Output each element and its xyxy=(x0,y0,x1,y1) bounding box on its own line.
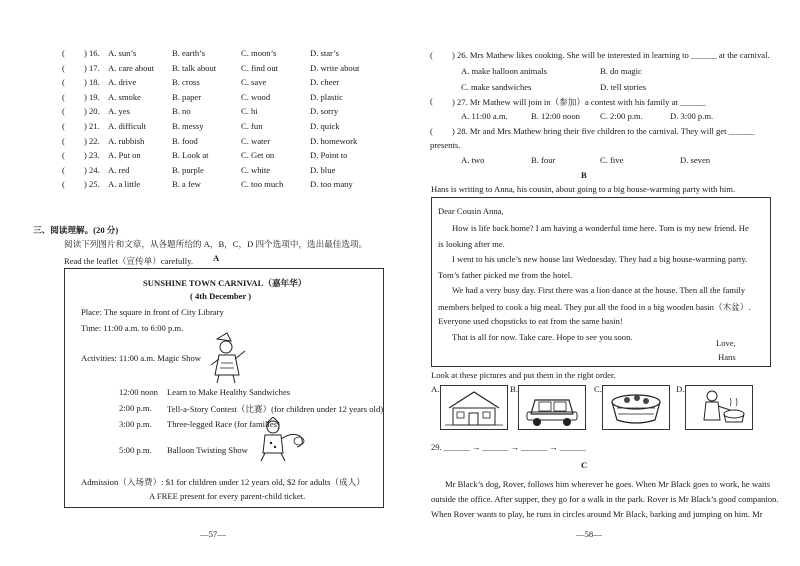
q26-paren: ( xyxy=(430,50,433,60)
q-option-a[interactable]: A. smoke xyxy=(108,91,141,102)
q26-option-b[interactable]: B. do magic xyxy=(600,66,642,76)
car-illustration xyxy=(519,386,585,429)
letter-box xyxy=(431,197,771,367)
q27-paren: ( xyxy=(430,96,433,106)
q-number: ) 17. xyxy=(84,62,100,73)
q-option-b[interactable]: B. talk about xyxy=(172,62,217,73)
q28-option-d[interactable]: D. seven xyxy=(680,155,711,165)
pic-label-b: B. xyxy=(510,384,518,394)
q-option-b[interactable]: B. Look at xyxy=(172,150,209,161)
leaflet-time: Time: 11:00 a.m. to 6:00 p.m. xyxy=(81,323,184,333)
question-row xyxy=(0,77,400,89)
q27-stem: ) 27. Mr Mathew will join in（参加）a contest with his family at ______ xyxy=(452,97,706,107)
q-option-c[interactable]: C. white xyxy=(241,164,271,175)
activity-text: Balloon Twisting Show xyxy=(167,445,248,455)
part-c-line: When Rover wants to play, he runs in circles around Mr Black, barking and jumping on him. Mr xyxy=(431,509,763,519)
magician-illustration xyxy=(207,331,247,385)
q-option-c[interactable]: C. moon’s xyxy=(241,48,277,58)
letter-signature: Hans xyxy=(718,352,736,362)
q-paren: ( xyxy=(62,77,65,88)
activity-text: Learn to Make Healthy Sandwiches xyxy=(167,387,291,397)
part-c-heading: C xyxy=(581,460,588,470)
question-row xyxy=(0,136,400,148)
question-row xyxy=(0,92,400,104)
part-b-heading: B xyxy=(581,170,587,180)
picture-c[interactable] xyxy=(602,385,670,430)
pic-label-d: D. xyxy=(676,384,685,394)
q-option-d[interactable]: D. sorry xyxy=(310,106,339,117)
q-option-c[interactable]: C. water xyxy=(241,135,271,146)
q-option-b[interactable]: B. cross xyxy=(172,77,200,88)
part-a-heading: A xyxy=(213,253,220,263)
question-row xyxy=(0,165,400,177)
q-number: ) 24. xyxy=(84,164,100,175)
q27-option-b[interactable]: B. 12:00 noon xyxy=(531,111,580,121)
question-row xyxy=(0,48,400,60)
q-option-a[interactable]: A. rubbish xyxy=(108,135,145,146)
leaflet-admission: Admission（入场费）: $1 for children under 12 years old, $2 for adults（成人） xyxy=(81,477,365,487)
q-number: ) 16. xyxy=(84,48,100,58)
q-number: ) 22. xyxy=(84,135,100,146)
q27-option-d[interactable]: D. 3:00 p.m. xyxy=(670,111,714,121)
house-illustration xyxy=(441,386,507,429)
q-option-d[interactable]: D. write about xyxy=(310,62,360,73)
letter-line: is looking after me. xyxy=(438,238,505,249)
q28-stem-cont: presents. xyxy=(430,140,461,150)
picture-b[interactable] xyxy=(518,385,586,430)
q-option-a[interactable]: A. drive xyxy=(108,77,137,88)
q27-option-a[interactable]: A. 11:00 a.m. xyxy=(461,111,508,121)
q-option-c[interactable]: C. too much xyxy=(241,179,284,190)
q-paren: ( xyxy=(62,91,65,102)
q-option-d[interactable]: D. blue xyxy=(310,164,336,175)
q-paren: ( xyxy=(62,106,65,117)
q-option-d[interactable]: D. homework xyxy=(310,135,358,146)
page-number-58: —58— xyxy=(576,529,602,539)
part-b-intro: Hans is writing to Anna, his cousin, about going to a big house-warming party with him. xyxy=(431,184,736,194)
q-option-c[interactable]: C. hi xyxy=(241,106,258,117)
right-page xyxy=(400,0,800,566)
q-option-c[interactable]: C. save xyxy=(241,77,267,88)
q-option-a[interactable]: A. care about xyxy=(108,62,155,73)
letter-line: We had a very busy day. First there was a lion dance at the house. Then all the family xyxy=(452,285,746,295)
q-option-a[interactable]: A. difficult xyxy=(108,121,147,131)
question-row xyxy=(0,121,400,133)
activity-time: 2:00 p.m. xyxy=(119,403,152,413)
q-paren: ( xyxy=(62,135,65,146)
question-row xyxy=(0,150,400,162)
letter-line: Tom’s father picked me from the hotel. xyxy=(438,269,573,280)
q-option-d[interactable]: D. star’s xyxy=(310,48,339,58)
q28-option-b[interactable]: B. four xyxy=(531,155,556,165)
q-paren: ( xyxy=(62,62,65,73)
q-option-a[interactable]: A. Put on xyxy=(108,150,141,161)
letter-line: That is all for now. Take care. Hope to see you soon. xyxy=(452,331,633,342)
q-number: ) 20. xyxy=(84,106,100,117)
q-option-d[interactable]: D. Point to xyxy=(310,150,348,161)
section-instruction: 阅读下列图片和文章，从各题所给的 A，B，C，D 四个选项中，选出最佳选项。 xyxy=(64,239,368,249)
basin-illustration xyxy=(603,386,669,429)
q-paren: ( xyxy=(62,150,65,161)
clown-balloon-illustration xyxy=(253,417,309,463)
part-c-line: outside the office. After supper, they go for a walk in the park. Rover is Mr Black’s good companion. xyxy=(431,494,779,504)
q-number: ) 25. xyxy=(84,179,100,190)
q26-option-d[interactable]: D. tell stories xyxy=(600,82,647,92)
pic-label-a: A. xyxy=(431,384,440,394)
q-option-a[interactable]: A. red xyxy=(108,164,130,175)
part-c-line: Mr Black’s dog, Rover, follows him wherever he goes. When Mr Black goes to work, he waits xyxy=(445,479,771,489)
q27-option-c[interactable]: C. 2:00 p.m. xyxy=(600,111,643,121)
q-option-b[interactable]: B. paper xyxy=(172,91,202,102)
q-option-b[interactable]: B. food xyxy=(172,135,198,146)
q26-option-a[interactable]: A. make balloon animals xyxy=(461,66,547,76)
q-number: ) 19. xyxy=(84,91,100,102)
q26-option-c[interactable]: C. make sandwiches xyxy=(461,82,532,92)
q-paren: ( xyxy=(62,121,65,131)
q-option-a[interactable]: A. sun’s xyxy=(108,48,137,58)
q29-order-blanks[interactable]: 29. ______ → ______ → ______ → ______ xyxy=(431,442,586,452)
q-paren: ( xyxy=(62,179,65,190)
q-paren: ( xyxy=(62,48,65,58)
letter-line: Everyone used chopsticks to eat from the same basin! xyxy=(438,316,623,326)
q26-stem: ) 26. Mrs Mathew likes cooking. She will be interested in learning to ______ at the carnival. xyxy=(452,50,770,60)
q-number: ) 18. xyxy=(84,77,100,88)
q-option-a[interactable]: A. a little xyxy=(108,179,141,190)
letter-greeting: Dear Cousin Anna, xyxy=(438,206,504,216)
q28-option-c[interactable]: C. five xyxy=(600,155,624,165)
picture-d[interactable] xyxy=(685,385,753,430)
order-instruction: Look at these pictures and put them in the right order. xyxy=(431,370,616,380)
activity-time: 3:00 p.m. xyxy=(119,419,152,429)
q-number: ) 23. xyxy=(84,150,100,161)
page-number-57: —57— xyxy=(200,529,226,539)
q-option-b[interactable]: B. no xyxy=(172,106,191,117)
q-option-c[interactable]: C. fun xyxy=(241,121,263,131)
letter-line: members helped to cook a big meal. They put all the food in a big wooden basin（木盆）. xyxy=(438,301,751,312)
leaflet-activities-label: Activities: 11:00 a.m. Magic Show xyxy=(81,353,201,363)
letter-line: I went to his uncle’s new house last Wednesday. They had a big house-warming party. xyxy=(452,254,748,264)
letter-line: How is life back home? I am having a wonderful time here. Tom is my new friend. He xyxy=(452,223,749,233)
q-option-a[interactable]: A. yes xyxy=(108,106,130,117)
leaflet-place: Place: The square in front of City Library xyxy=(81,307,224,317)
letter-closing: Love, xyxy=(716,338,736,348)
q28-option-a[interactable]: A. two xyxy=(461,155,485,165)
carnival-leaflet xyxy=(64,268,384,508)
section-title: 三、阅读理解。(20 分) xyxy=(33,225,119,235)
q-option-d[interactable]: D. plastic xyxy=(310,91,343,102)
question-row xyxy=(0,179,400,191)
picture-a[interactable] xyxy=(440,385,508,430)
q-option-d[interactable]: D. cheer xyxy=(310,77,340,88)
activity-text: Tell-a-Story Contest（比赛）(for children under 12 years old) xyxy=(167,404,384,414)
q-option-c[interactable]: C. find out xyxy=(241,62,279,73)
q-option-b[interactable]: B. purple xyxy=(172,164,204,175)
q-option-d[interactable]: D. quick xyxy=(310,121,340,131)
q-paren: ( xyxy=(62,164,65,175)
leaflet-title: SUNSHINE TOWN CARNIVAL（嘉年华） xyxy=(143,278,307,288)
leaflet-date: ( 4th December ) xyxy=(190,291,252,301)
q28-stem: ) 28. Mr and Mrs Mathew bring their five children to the carnival. They will get ______ xyxy=(452,126,755,136)
question-row xyxy=(0,106,400,118)
q-number: ) 21. xyxy=(84,121,100,131)
q28-paren: ( xyxy=(430,126,433,136)
q-option-b[interactable]: B. a few xyxy=(172,179,201,190)
leaflet-free-present: A FREE present for every parent-child ticket. xyxy=(149,491,306,501)
q-option-b[interactable]: B. messy xyxy=(172,121,204,131)
pic-label-c: C. xyxy=(594,384,602,394)
q-option-c[interactable]: C. wood xyxy=(241,91,271,102)
q-option-d[interactable]: D. too many xyxy=(310,179,353,190)
activity-time: 12:00 noon xyxy=(119,387,158,397)
question-row xyxy=(0,63,400,75)
q-option-b[interactable]: B. earth’s xyxy=(172,48,205,58)
activity-text: Three-legged Race (for families) xyxy=(167,419,280,429)
cooking-illustration xyxy=(686,386,752,429)
activity-time: 5:00 p.m. xyxy=(119,445,152,455)
read-leaflet-instruction: Read the leaflet（宣传单）carefully. xyxy=(64,256,194,266)
q-option-c[interactable]: C. Get on xyxy=(241,150,275,161)
